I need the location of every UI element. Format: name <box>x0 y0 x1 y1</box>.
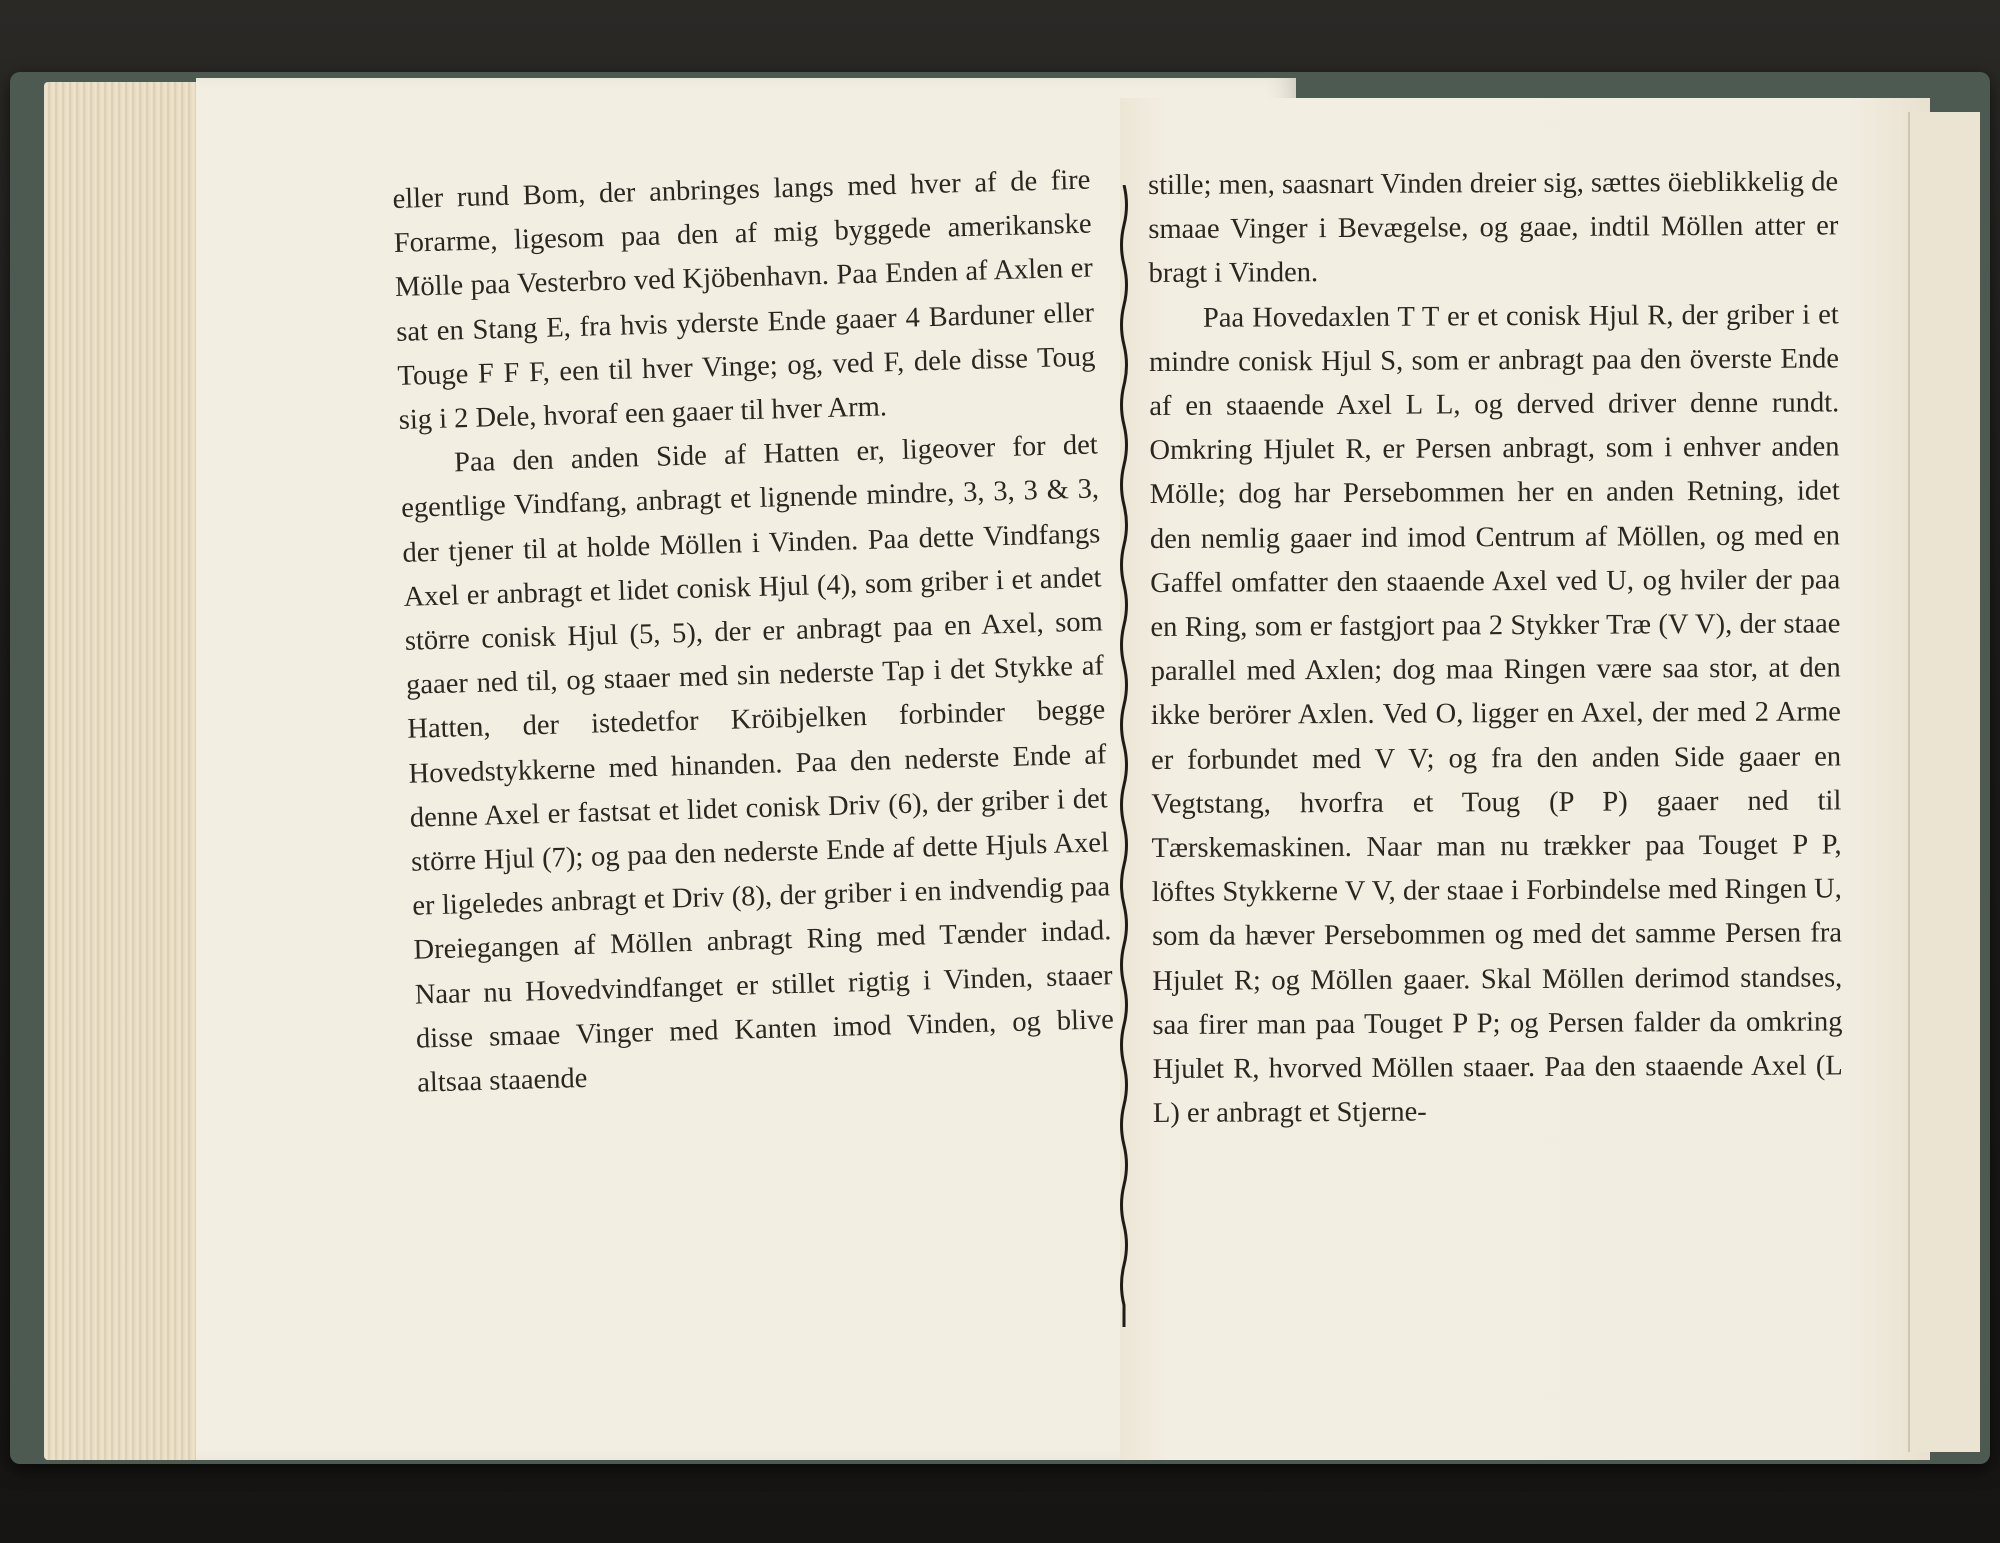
page-edges <box>44 82 204 1460</box>
left-text-column <box>392 159 1116 1106</box>
right-paragraph-2: Paa Hovedaxlen T T er et conisk Hjul R, der griber i et mindre conisk Hjul S, som er anbragt paa den överste Ende af en staaende Axel L L, og derved driver denne rundt. Omkring Hjulet R, er Persen anbragt, som i enhver anden Mölle; dog har Persebommen her en anden Retning, idet den nemlig gaaer ind imod Centrum af Möllen, og med en Gaffel omfatter den staaende Axel ved U, og hviler der paa en Ring, som er fastgjort paa 2 Stykker Træ (V V), der staae parallel med Axlen; dog maa Ringen være saa stor, at den ikke berörer Axlen. Ved O, ligger en Axel, der med 2 Arme er forbundet med V V; og fra den anden Side gaaer en Vegtstang, hvorfra et Toug (P P) gaaer ned til Tærskemaskinen. Naar man nu trækker paa Touget P P, löftes Stykkerne V V, der staae i Forbindelse med Ringen U, som da hæver Persebommen og med det samme Persen fra Hjulet R; og Möllen gaaer. Skal Möllen derimod standses, saa firer man paa Touget P P; og Persen falder da omkring Hjulet R, hvorved Möllen staaer. Paa den staaende Axel (L L) er anbragt et Stjerne- <box>1148 298 1843 1130</box>
next-page-edge <box>1908 112 1980 1452</box>
right-text-column <box>1148 160 1843 1136</box>
right-paragraph-1: stille; men, saasnart Vinden dreier sig, sættes öieblikkelig de smaae Vinger i Bevægelse, og gaae, indtil Möllen atter er bragt i Vinden. <box>1148 166 1839 290</box>
column-divider-rule <box>1117 185 1131 1327</box>
left-paragraph-1: eller rund Bom, der anbringes langs med hver af de fire Forarme, ligesom paa den af mig byggede amerikanske Mölle paa Vesterbro ved Kjöbenhavn. Paa Enden af Axlen er sat en Stang E, fra hvis yderste Ende gaaer 4 Barduner eller Touge F F F, een til hver Vinge; og, ved F, dele disse Toug sig i 2 Dele, hvoraf een gaaer til hver Arm. <box>392 164 1096 436</box>
left-paragraph-2: Paa den anden Side af Hatten er, ligeover for det egentlige Vindfang, anbragt et lignende mindre, 3, 3, 3 & 3, der tjener til at holde Möllen i Vinden. Paa dette Vindfangs Axel er anbragt et lidet conisk Hjul (4), som griber i et andet större conisk Hjul (5, 5), der er anbragt paa en Axel, som gaaer ned til, og staaer med sin nederste Tap i det Stykke af Hatten, der istedetfor Kröibjelken forbinder begge Hovedstykkerne med hinanden. Paa den nederste Ende af denne Axel er fastsat et lidet conisk Driv (6), der griber i det större Hjul (7); og paa den nederste Ende af dette Hjuls Axel er ligeledes anbragt et Driv (8), der griber i en indvendig paa Dreiegangen af Möllen anbragt Ring med Tænder indad. Naar nu Hovedvindfanget er stillet rigtig i Vinden, staaer disse smaae Vinger med Kanten imod Vinden, og blive altsaa staaende <box>400 429 1115 1099</box>
